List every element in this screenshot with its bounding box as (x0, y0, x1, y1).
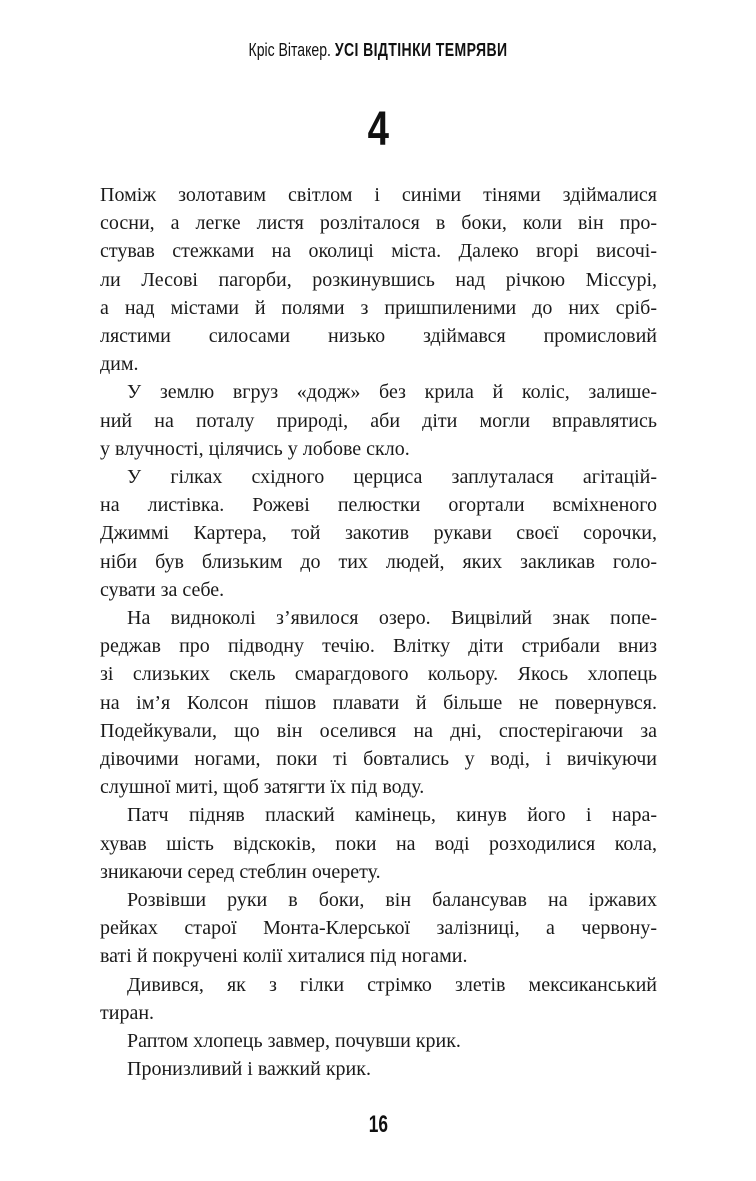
text-line: ваті й покручені колії хиталися під ногами. (100, 945, 468, 968)
text-line: стував стежками на околиці міста. Далеко вгорі височі- (100, 240, 657, 263)
text-line: Поміж золотавим світлом і синіми тінями здіймалися (100, 184, 657, 206)
text-line: слушної миті, щоб затягти їх під воду. (100, 776, 425, 799)
text-line: Пронизливий і важкий крик. (127, 1058, 371, 1081)
running-header-text (249, 40, 508, 60)
text-line: ли Лесові пагорби, розкинувшись над річкою Міссурі, (100, 268, 657, 291)
paragraph (100, 463, 657, 604)
text-line: дівочими ногами, поки ті бовтались у воді, і вичікуючи (100, 748, 657, 771)
book-title: УСІ ВІДТІНКИ ТЕМРЯВИ (334, 40, 508, 60)
text-line: Раптом хлопець завмер, почувши крик. (127, 1030, 461, 1053)
text-line: сосни, а легке листя розліталося в боки, коли він про- (100, 212, 657, 235)
text-line: зі слизьких скель смарагдового кольору. Якось хлопець (100, 663, 657, 686)
text-line: ний на поталу природі, аби діти могли вправлятись (100, 409, 657, 432)
author-name: Кріс Вітакер. (248, 40, 331, 60)
text-line: у влучності, цілячись у лобове скло. (100, 437, 410, 460)
text-line: У землю вгруз «додж» без крила й коліс, залише- (127, 381, 657, 404)
paragraph (100, 1027, 657, 1055)
chapter-number (0, 103, 756, 157)
running-header (0, 40, 756, 60)
page-number (0, 1112, 756, 1138)
text-line: зникаючи серед стеблин очерету. (100, 860, 381, 883)
text-line: лястими силосами низько здіймався промисловий (100, 325, 657, 348)
text-line: хував шість відскоків, поки на воді розходилися кола, (100, 832, 657, 855)
text-line: У гілках східного церциса заплуталася агітацій- (127, 466, 657, 489)
text-line: Джиммі Картера, той закотив рукави своєї сорочки, (100, 522, 657, 545)
paragraph (100, 886, 657, 971)
chapter-number-text: 4 (367, 103, 389, 156)
text-line: сувати за себе. (100, 578, 225, 601)
text-line: Подейкували, що він оселився на дні, спостерігаючи за (100, 719, 657, 742)
paragraph (100, 971, 657, 1027)
text-line: тиран. (100, 1001, 155, 1024)
text-line: Патч підняв плаский камінець, кинув його і нара- (127, 804, 657, 827)
text-line: На видноколі з’явилося озеро. Вицвілий знак попе- (127, 607, 657, 630)
paragraph (100, 378, 657, 463)
text-line: ніби був близьким до тих людей, яких закликав голо- (100, 550, 657, 573)
text-line: на ім’я Колсон пішов плавати й більше не повернувся. (100, 691, 657, 714)
text-line: рейках старої Монта-Клерської залізниці, а червону- (100, 917, 657, 940)
body-text (100, 181, 657, 1084)
text-line: на листівка. Рожеві пелюстки огортали всміхненого (100, 494, 657, 517)
paragraph (100, 801, 657, 886)
paragraph (100, 1055, 657, 1083)
text-line: Дивився, як з гілки стрімко злетів мексиканський (127, 973, 657, 996)
page-number-text: 16 (368, 1111, 388, 1138)
text-line: дим. (100, 353, 139, 376)
paragraph (100, 181, 657, 378)
text-line: реджав про підводну течію. Влітку діти стрибали вниз (100, 635, 657, 658)
text-line: Розвівши руки в боки, він балансував на іржавих (127, 889, 657, 912)
text-line: а над містами й полями з пришпиленими до них сріб- (100, 296, 657, 319)
paragraph (100, 604, 657, 801)
